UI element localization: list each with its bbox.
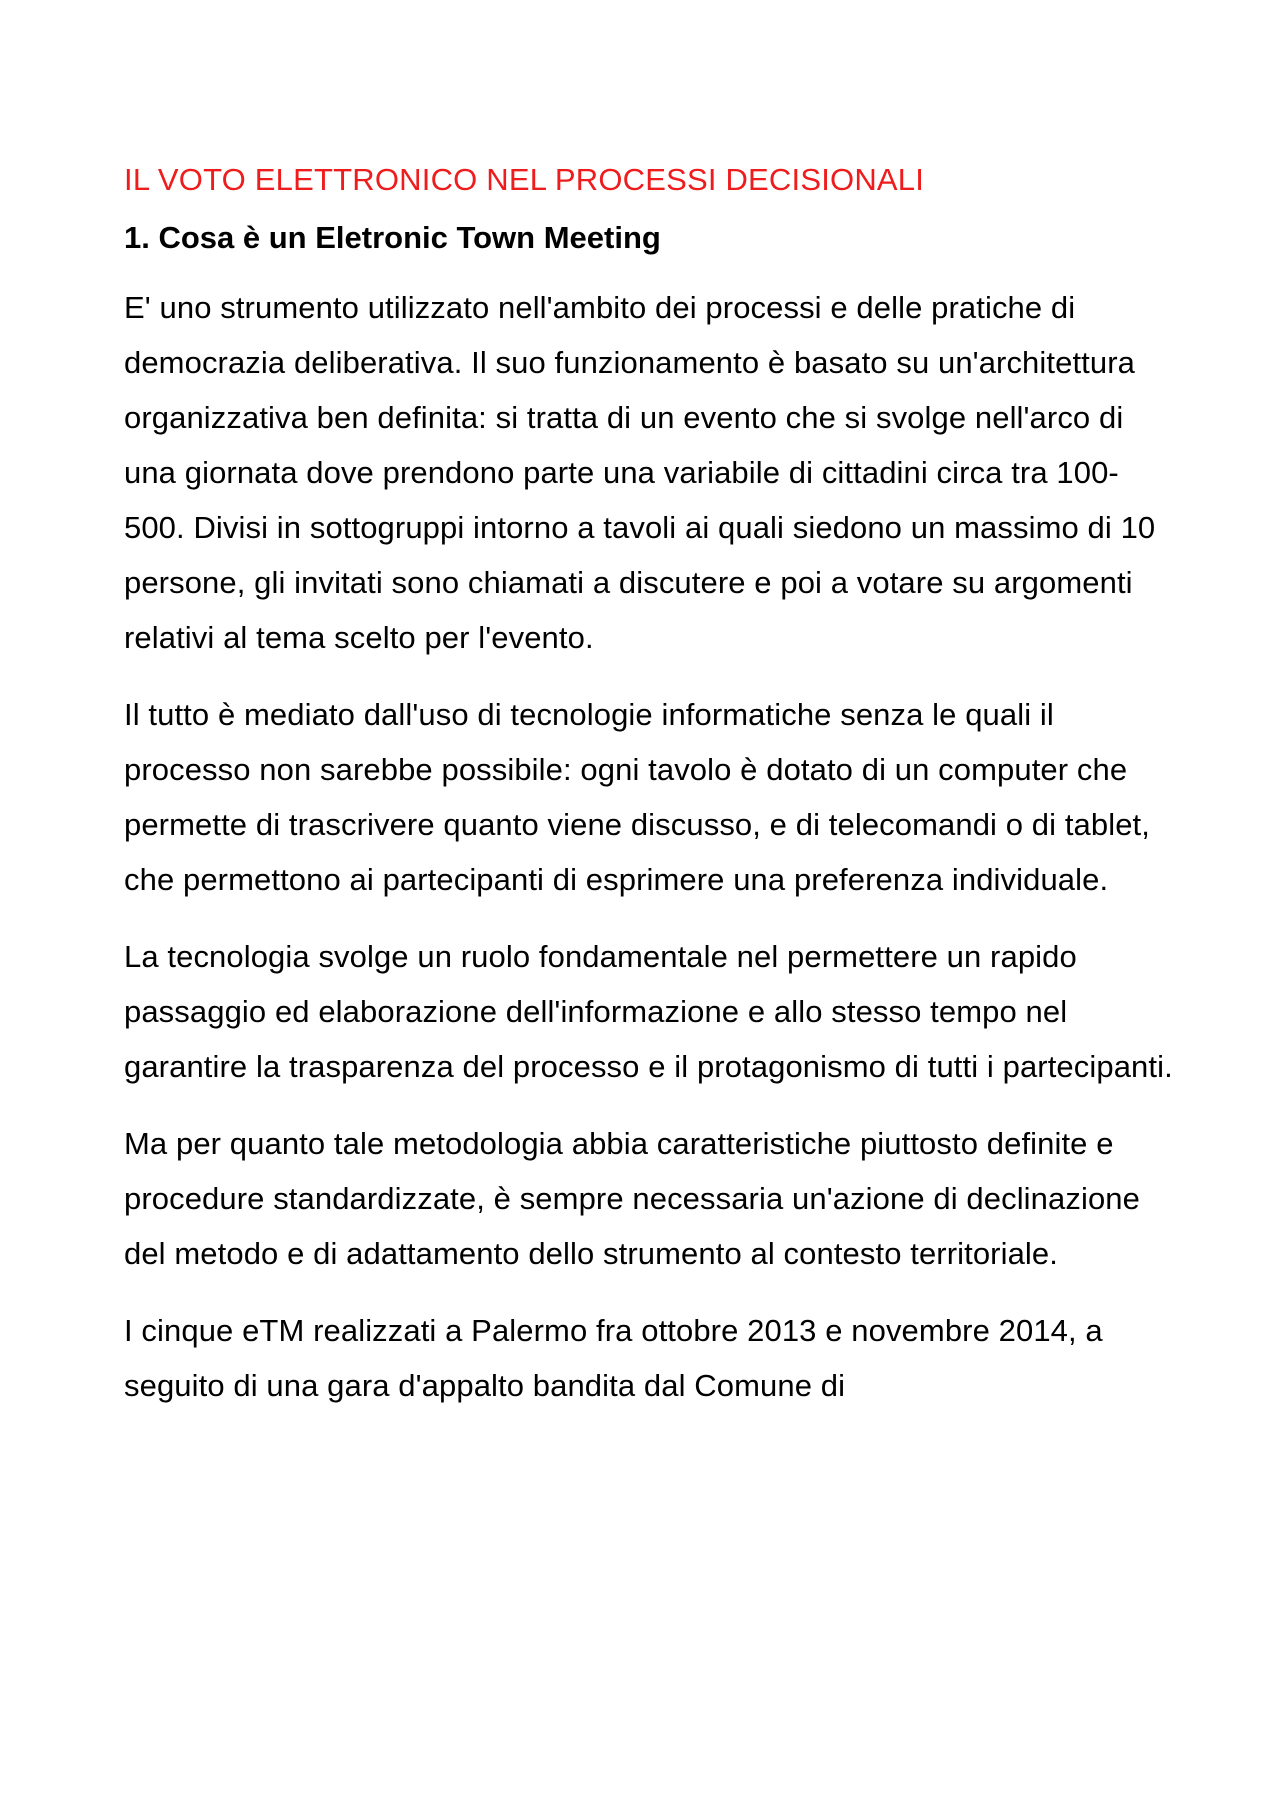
section-heading: 1. Cosa è un Eletronic Town Meeting xyxy=(124,220,661,255)
paragraph-5: I cinque eTM realizzati a Palermo fra ottobre 2013 e novembre 2014, a seguito di una gara d'appalto bandita dal Comune di xyxy=(124,1313,1103,1403)
document-title: IL VOTO ELETTRONICO NEL PROCESSI DECISIONALI xyxy=(124,162,925,197)
document-body xyxy=(124,160,1174,1435)
paragraph-4: Ma per quanto tale metodologia abbia caratteristiche piuttosto definite e procedure standardizzate, è sempre necessaria un'azione di declinazione del metodo e di adattamento dello strumento al contesto territoriale. xyxy=(124,1126,1140,1271)
paragraph-3: La tecnologia svolge un ruolo fondamentale nel permettere un rapido passaggio ed elaborazione dell'informazione e allo stesso tempo nel garantire la trasparenza del processo e il protagonismo di tutti i partecipanti. xyxy=(124,939,1173,1084)
paragraph-2: Il tutto è mediato dall'uso di tecnologie informatiche senza le quali il processo non sarebbe possibile: ogni tavolo è dotato di un computer che permette di trascrivere quanto viene discusso, e di telecomandi o di tablet, che permettono ai partecipanti di esprimere una preferenza individuale. xyxy=(124,697,1150,897)
paragraph-1: E' uno strumento utilizzato nell'ambito dei processi e delle pratiche di democrazia deliberativa. Il suo funzionamento è basato su un'architettura organizzativa ben definita: si tratta di un evento che si svolge nell'arco di una giornata dove prendono parte una variabile di cittadini circa tra 100-500. Divisi in sottogruppi intorno a tavoli ai quali siedono un massimo di 10 persone, gli invitati sono chiamati a discutere e poi a votare su argomenti relativi al tema scelto per l'evento. xyxy=(124,290,1156,655)
